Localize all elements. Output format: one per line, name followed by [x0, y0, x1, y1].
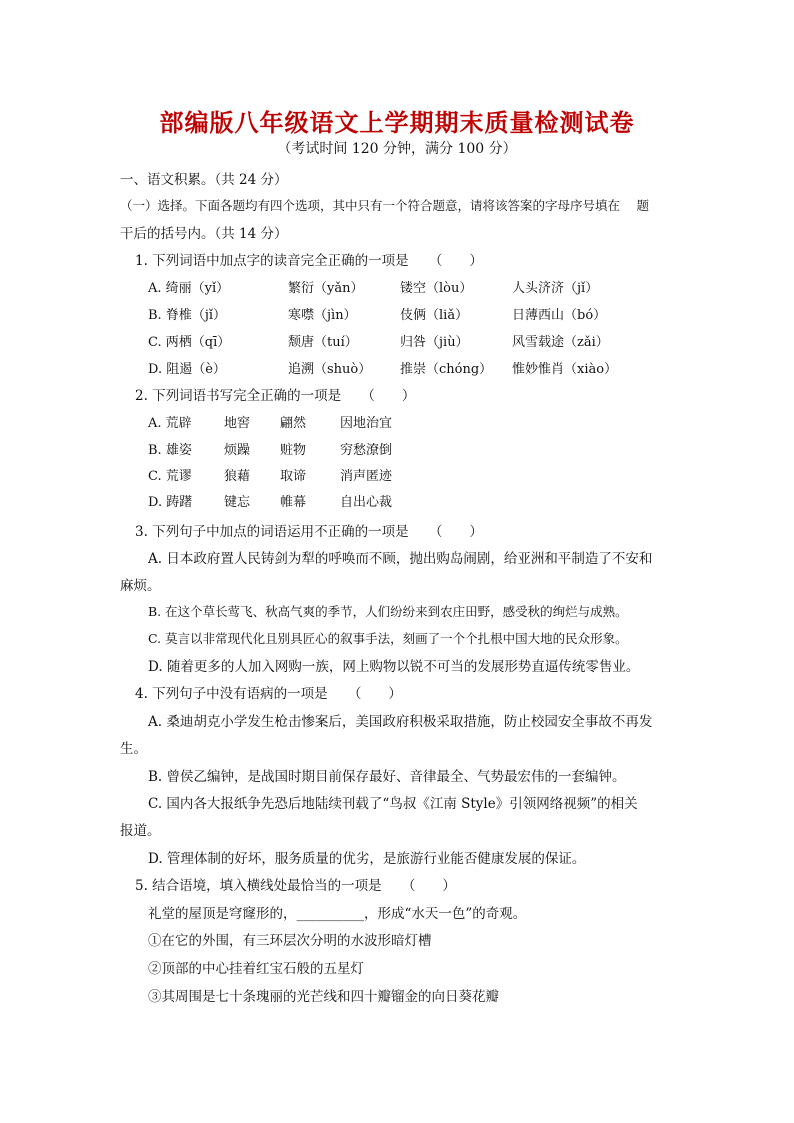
question-4-option-a-continued: 生。: [120, 741, 147, 757]
question-4-option-c: C. 国内各大报纸争先恐后地陆续刊载了“鸟叔《江南 Style》引领网络视频”的相关: [148, 796, 638, 812]
exam-duration-note: （考试时间 120 分钟，满分 100 分）: [277, 141, 517, 157]
question-3-option-a-continued: 麻烦。: [120, 578, 161, 594]
question-4-stem: 4. 下列句子中没有语病的一项是 （ ）: [135, 686, 402, 702]
exam-page: 部编版八年级语文上学期期末质量检测试卷 （考试时间 120 分钟，满分 100 分） 一、语文积累。（共 24 分） （一）选择。下面各题均有四个选项，其中只有一个符合题意，请将该答案的字母序号填在 题 干后的括号内。（共 14 分） 1. 下列词语中加点字的读音完全正确的一项是 （ ） A. 绮丽（yǐ） 繁衍（yǎn） 镂空（lòu） 人头济济（jǐ） B. 脊椎（jǐ） 寒噤（jìn） 伎俩（liǎ） 日薄西山（bó） C. 两栖（qī） 颓唐（tuí） 归咎（jiù） 风雪载途（zǎi） D. 阻遏（è） 追溯（shuò） 推崇（chóng） 惟妙惟肖（xiào） 2. 下列词语书写完全正确的一项是 （ ） A. 荒辟 地窖 翩然 因地治宜 B. 雄姿 烦躁 赃物 穷愁潦倒 C. 荒谬 狼藉 取谛 消声匿迹 D. 踌躇 键忘 帷幕 自出心裁 3. 下列句子中加点的词语运用不正确的一项是 （ ） A. 日本政府置人民铸剑为犁的呼唤而不顾，抛出购岛闹剧，给亚洲和平制造了不安和 麻烦。 B. 在这个草长莺飞、秋高气爽的季节，人们纷纷来到农庄田野，感受秋的绚烂与成熟。 C. 莫言以非常现代化且别具匠心的叙事手法，刻画了一个个扎根中国大地的民众形象。 D. 随着更多的人加入网购一族，网上购物以锐不可当的发展形势直逼传统零售业。 4. 下列句子中没有语病的一项是 （ ） A. 桑迪胡克小学发生枪击惨案后，美国政府积极采取措施，防止校园安全事故不再发 生。 B. 曾侯乙编钟，是战国时期目前保存最好、音律最全、气势最宏伟的一套编钟。 C. 国内各大报纸争先恐后地陆续刊载了“鸟叔《江南 Style》引领网络视频”的相关 报道。 D. 管理体制的好坏，服务质量的优劣，是旅游行业能否健康发展的保证。 5. 结合语境，填入横线处最恰当的一项是 （ ） 礼堂的屋顶是穹窿形的，__________，形成“水天一色”的奇观。 ①在它的外围，有三环层次分明的水波形暗灯槽 ②顶部的中心挂着红宝石般的五星灯 ③其周围是七十条瑰丽的光芒线和四十瓣镏金的向日葵花瓣: [0, 0, 794, 1123]
question-5-sentence-3: ③其周围是七十条瑰丽的光芒线和四十瓣镏金的向日葵花瓣: [148, 989, 499, 1005]
question-3-option-d: D. 随着更多的人加入网购一族，网上购物以锐不可当的发展形势直逼传统零售业。: [148, 659, 640, 675]
question-4-option-c-continued: 报道。: [120, 823, 161, 839]
question-1-stem: 1. 下列词语中加点字的读音完全正确的一项是 （ ）: [135, 253, 483, 269]
section-instructions: （一）选择。下面各题均有四个选项，其中只有一个符合题意，请将该答案的字母序号填在 题: [120, 198, 649, 213]
question-5-context: 礼堂的屋顶是穹窿形的，__________，形成“水天一色”的奇观。: [148, 906, 527, 922]
section-instructions-continued: 干后的括号内。（共 14 分）: [120, 226, 288, 242]
question-4-option-b: B. 曾侯乙编钟，是战国时期目前保存最好、音律最全、气势最宏伟的一套编钟。: [148, 769, 626, 785]
question-3-stem: 3. 下列句子中加点的词语运用不正确的一项是 （ ）: [135, 524, 483, 540]
question-5-sentence-1: ①在它的外围，有三环层次分明的水波形暗灯槽: [148, 933, 432, 949]
question-5-stem: 5. 结合语境，填入横线处最恰当的一项是 （ ）: [135, 878, 456, 894]
question-5-sentence-2: ②顶部的中心挂着红宝石般的五星灯: [148, 961, 364, 977]
question-4-option-a: A. 桑迪胡克小学发生枪击惨案后，美国政府积极采取措施，防止校园安全事故不再发: [148, 714, 653, 730]
question-3-option-b: B. 在这个草长莺飞、秋高气爽的季节，人们纷纷来到农庄田野，感受秋的绚烂与成熟。: [148, 604, 628, 619]
question-3-option-c: C. 莫言以非常现代化且别具匠心的叙事手法，刻画了一个个扎根中国大地的民众形象。: [148, 631, 628, 646]
section-heading: 一、语文积累。（共 24 分）: [120, 172, 288, 188]
page-title: 部编版八年级语文上学期期末质量检测试卷: [159, 108, 635, 137]
question-2-stem: 2. 下列词语书写完全正确的一项是 （ ）: [135, 388, 416, 404]
question-3-option-a: A. 日本政府置人民铸剑为犁的呼唤而不顾，抛出购岛闹剧，给亚洲和平制造了不安和: [148, 551, 653, 567]
question-4-option-d: D. 管理体制的好坏，服务质量的优劣，是旅游行业能否健康发展的保证。: [148, 851, 586, 867]
